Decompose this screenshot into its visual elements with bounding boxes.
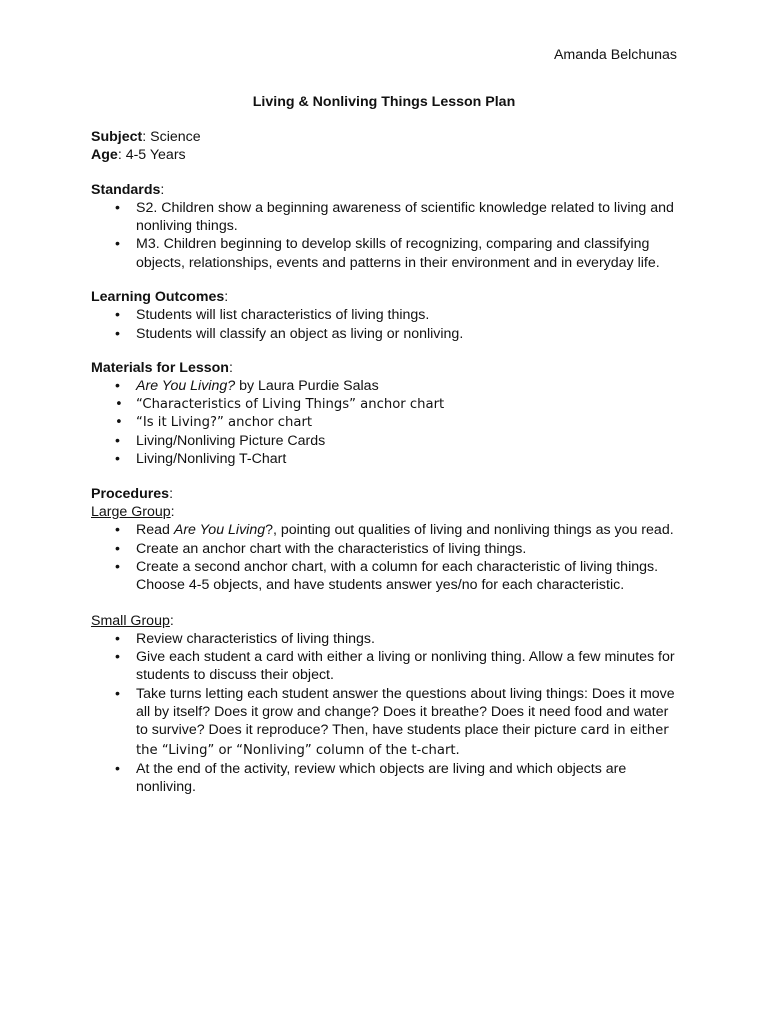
standards-heading-colon: : [160,181,165,198]
list-item: • “Is it Living?” anchor chart [91,414,681,432]
read-prefix: Read [136,522,174,539]
document-title: Living & Nonliving Things Lesson Plan [252,94,516,110]
standards-heading-text: Standards [91,181,161,198]
list-item: • Create an anchor chart with the characteristics of living things. [91,540,681,558]
list-item: • Create a second anchor chart, with a column for each characteristic of living things. Choose 4-5 objects, and have students answer yes/no for each characteristic. [91,558,681,595]
subject-line [91,128,681,146]
standards-list [91,199,681,272]
learning-outcomes-heading-text: Learning Outcomes [91,289,225,306]
document-body [91,128,681,797]
list-item: • “Characteristics of Living Things” anchor chart [91,396,681,414]
book-author: by Laura Purdie Salas [235,378,379,395]
small-group-label [91,612,681,630]
materials-heading-colon: : [228,359,233,376]
age-label: Age [91,147,118,164]
list-item: • Review characteristics of living things. [91,630,681,648]
subject-label: Subject [91,129,143,145]
materials-list [91,377,681,468]
list-item: • S2. Children show a beginning awareness of scientific knowledge related to living and nonliving things. [91,199,681,236]
large-group-label-colon: : [170,504,175,521]
large-group-list [91,521,681,594]
list-item: • Students will list characteristics of living things. [91,306,681,324]
list-item: • Living/Nonliving Picture Cards [91,432,681,450]
procedures-heading-colon: : [169,485,174,502]
standards-heading [91,181,681,199]
procedures-heading-text: Procedures [91,485,170,502]
small-group-label-colon: : [169,612,174,629]
materials-heading [91,359,681,377]
read-book-title: Are You Living [173,522,266,539]
list-item [91,377,681,395]
list-item: • M3. Children beginning to develop skills of recognizing, comparing and classifying objects, relationships, events and patterns in their environment and in everyday life. [91,235,681,272]
age-line [91,146,681,164]
author-name: Amanda Belchunas [553,47,677,63]
large-group-label-text: Large Group [91,504,171,521]
list-item: • At the end of the activity, review which objects are living and which objects are nonliving. [91,760,681,797]
turns-text-tail: card in either the “Living” or “Nonliving” column of the t-chart. [136,723,669,758]
list-item [91,521,681,539]
procedures-heading [91,485,681,503]
book-title: Are You Living? [136,378,236,395]
materials-heading-text: Materials for Lesson [91,359,229,376]
learning-outcomes-list [91,306,681,343]
age-value: : 4-5 Years [117,147,186,164]
learning-outcomes-heading-colon: : [224,289,229,306]
large-group-label [91,503,681,521]
list-item [91,685,681,760]
learning-outcomes-heading [91,288,681,306]
read-suffix: ?, pointing out qualities of living and nonliving things as you read. [265,522,674,539]
list-item: • Living/Nonliving T-Chart [91,450,681,468]
small-group-label-text: Small Group [91,612,170,629]
small-group-list [91,630,681,797]
subject-value: : Science [142,129,201,145]
list-item: • Students will classify an object as living or nonliving. [91,325,681,343]
list-item: • Give each student a card with either a living or nonliving thing. Allow a few minutes for students to discuss their object. [91,648,681,685]
turns-text: Take turns letting each student answer the questions about living things: Does it move all by itself? Does it grow and change? Does it breathe? Does it need food and water to survive? Does it reproduce? Then, have students place their picture [136,685,675,739]
